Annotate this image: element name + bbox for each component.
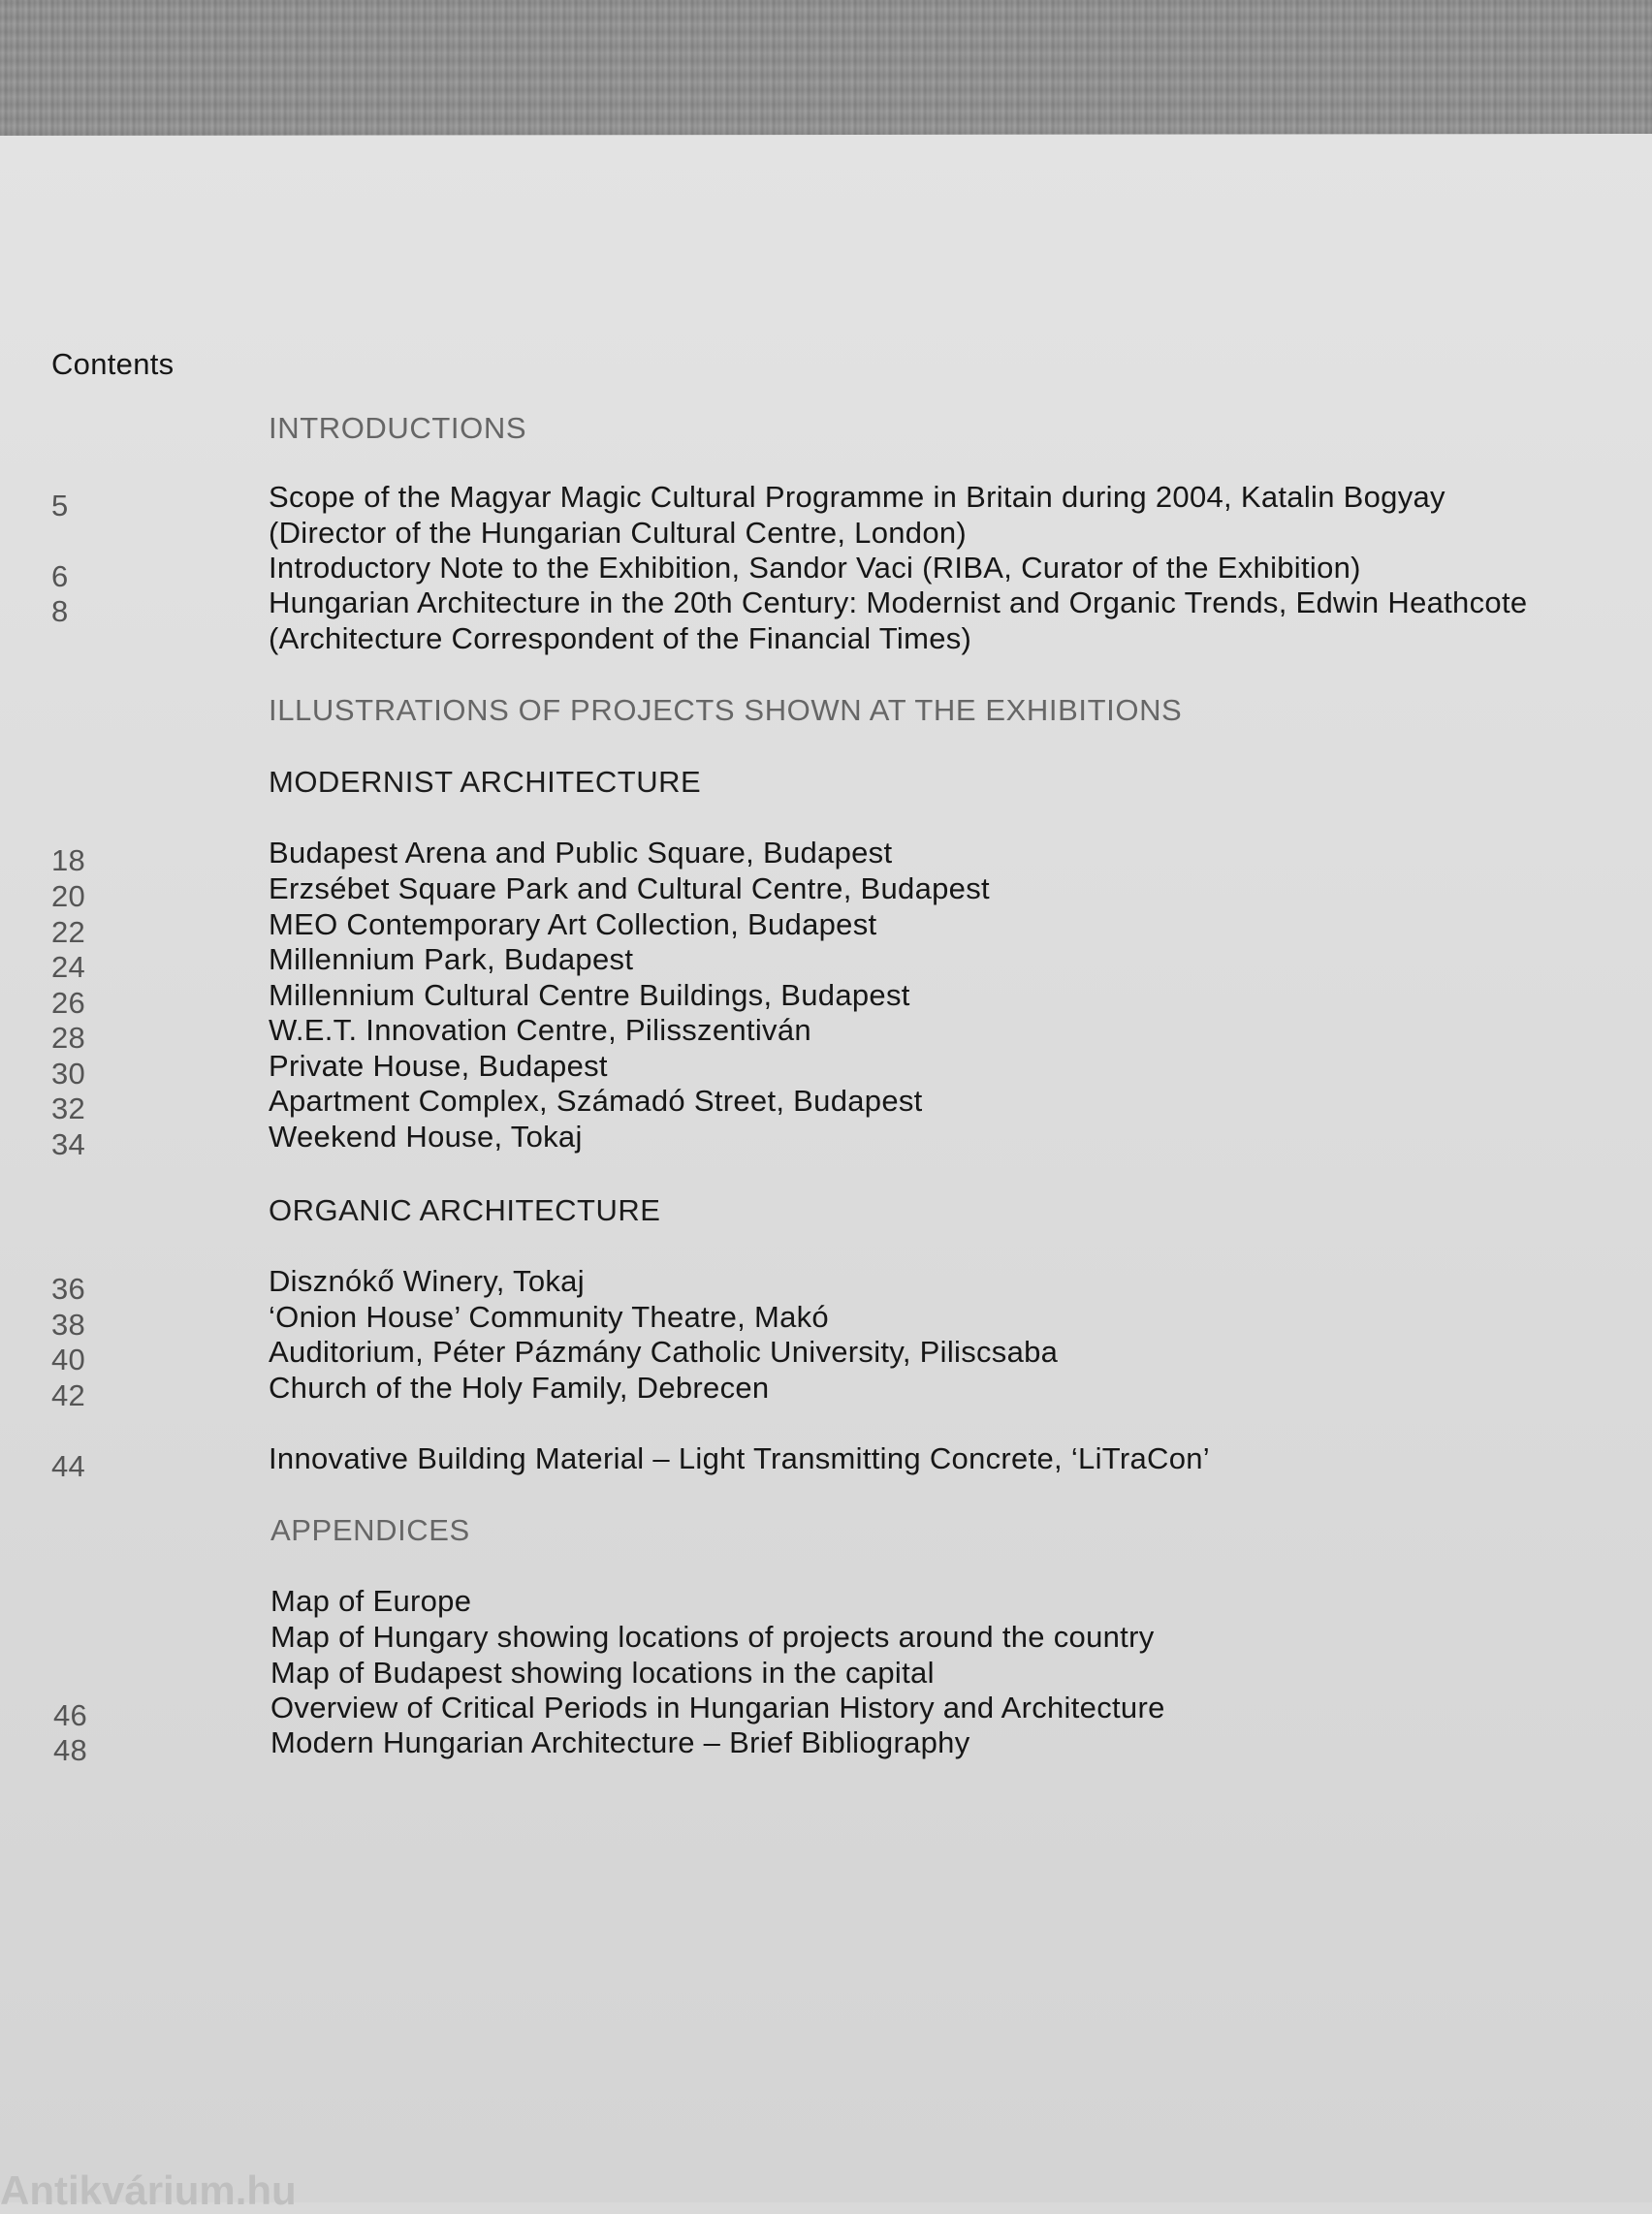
toc-page-number: 36 — [51, 1272, 86, 1306]
toc-entry: Budapest Arena and Public Square, Budapest — [269, 836, 893, 870]
toc-entry: Map of Hungary showing locations of projects around the country — [270, 1620, 1155, 1654]
toc-page-number: 40 — [51, 1343, 86, 1376]
toc-page-number: 48 — [53, 1733, 88, 1767]
contents-heading: Contents — [51, 347, 175, 381]
toc-page-number: 38 — [51, 1308, 86, 1342]
toc-page-number: 44 — [51, 1449, 86, 1483]
toc-entry: Apartment Complex, Számadó Street, Budapest — [269, 1084, 923, 1118]
toc-entry: Private House, Budapest — [269, 1049, 608, 1083]
toc-entry: Weekend House, Tokaj — [269, 1120, 583, 1154]
toc-page-number: 6 — [51, 559, 69, 593]
toc-page-number: 46 — [53, 1698, 88, 1732]
toc-page-number: 20 — [51, 879, 86, 913]
toc-entry: ‘Onion House’ Community Theatre, Makó — [269, 1300, 829, 1334]
toc-entry: Overview of Critical Periods in Hungarian History and Architecture — [270, 1691, 1165, 1724]
toc-page-number: 5 — [51, 489, 69, 522]
toc-entry: Church of the Holy Family, Debrecen — [269, 1371, 770, 1405]
toc-entry: W.E.T. Innovation Centre, Pilisszentiván — [269, 1013, 811, 1047]
section-title-organic: ORGANIC ARCHITECTURE — [269, 1193, 661, 1227]
watermark: Antikvárium.hu — [0, 2167, 297, 2213]
toc-entry: Innovative Building Material – Light Transmitting Concrete, ‘LiTraCon’ — [269, 1441, 1210, 1475]
toc-page-number: 30 — [51, 1057, 86, 1091]
toc-entry: Auditorium, Péter Pázmány Catholic University, Piliscsaba — [269, 1335, 1059, 1369]
section-title-introductions: INTRODUCTIONS — [269, 411, 527, 445]
toc-page-number: 26 — [51, 986, 86, 1020]
toc-entry: Erzsébet Square Park and Cultural Centre, Budapest — [269, 871, 990, 905]
toc-page-number: 34 — [51, 1127, 86, 1161]
toc-entry: Disznókő Winery, Tokaj — [269, 1264, 585, 1298]
toc-page-number: 42 — [51, 1378, 86, 1412]
toc-entry: Millennium Cultural Centre Buildings, Budapest — [269, 978, 910, 1012]
toc-entry-subtitle: (Director of the Hungarian Cultural Centre, London) — [269, 516, 968, 550]
toc-entry-title: Hungarian Architecture in the 20th Century: Modernist and Organic Trends, Edwin Heathcote — [269, 585, 1528, 619]
toc-entry: Map of Budapest showing locations in the capital — [270, 1656, 935, 1690]
toc-entry: MEO Contemporary Art Collection, Budapest — [269, 907, 877, 941]
paper-sheet — [0, 134, 1652, 2202]
section-title-modernist: MODERNIST ARCHITECTURE — [269, 765, 702, 799]
toc-entry: Millennium Park, Budapest — [269, 942, 634, 976]
section-title-appendices: APPENDICES — [270, 1513, 470, 1547]
toc-page-number: 28 — [51, 1021, 86, 1055]
toc-entry: Modern Hungarian Architecture – Brief Bibliography — [270, 1725, 970, 1759]
toc-page-number: 24 — [51, 950, 86, 984]
table-background — [0, 0, 1652, 155]
toc-page-number: 18 — [51, 843, 86, 877]
section-title-illustrations: ILLUSTRATIONS OF PROJECTS SHOWN AT THE EXHIBITIONS — [269, 693, 1183, 727]
toc-entry-title: Scope of the Magyar Magic Cultural Programme in Britain during 2004, Katalin Bogyay — [269, 480, 1446, 514]
toc-page-number: 8 — [51, 594, 69, 628]
toc-entry-subtitle: (Architecture Correspondent of the Financial Times) — [269, 621, 972, 655]
toc-page-number: 32 — [51, 1091, 86, 1125]
toc-page-number: 22 — [51, 915, 86, 949]
toc-entry-title: Introductory Note to the Exhibition, Sandor Vaci (RIBA, Curator of the Exhibition) — [269, 551, 1361, 585]
toc-entry: Map of Europe — [270, 1584, 472, 1618]
